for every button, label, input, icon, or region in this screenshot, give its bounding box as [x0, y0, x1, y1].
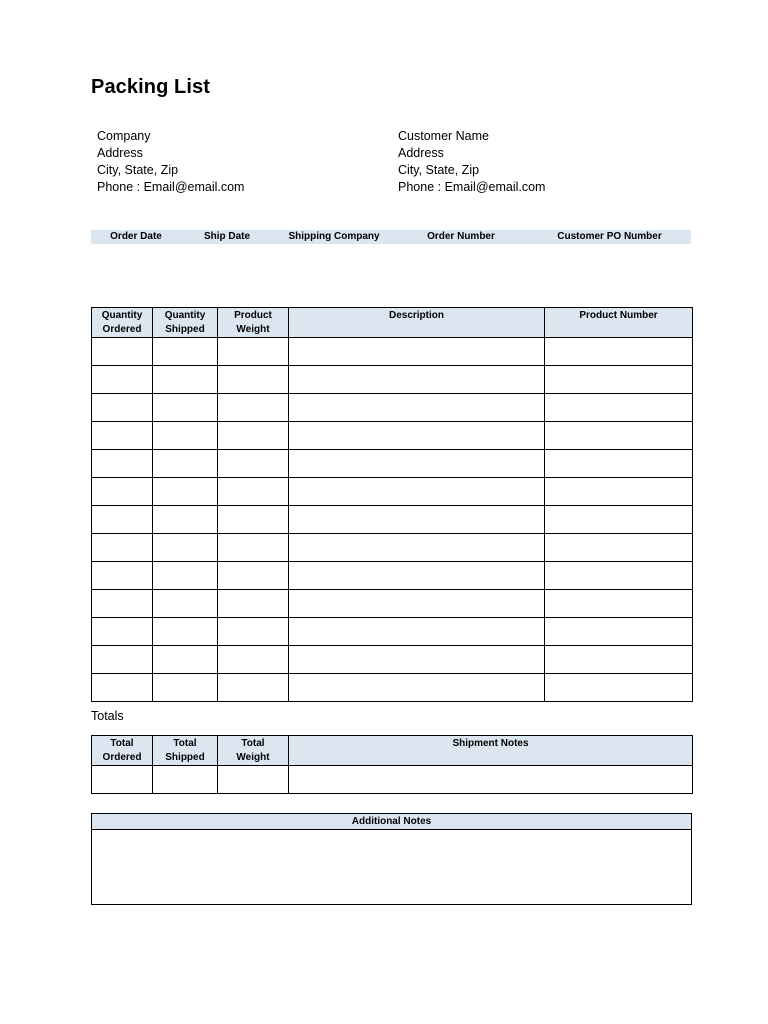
table-row — [92, 618, 693, 646]
company-city-state-zip: City, State, Zip — [97, 163, 179, 177]
description-cell[interactable] — [289, 646, 545, 674]
shipping-company-label: Shipping Company — [288, 231, 380, 242]
product-weight-cell[interactable] — [218, 394, 289, 422]
description-cell[interactable] — [289, 562, 545, 590]
col-header-description: Description — [289, 308, 545, 338]
product-number-cell[interactable] — [545, 534, 693, 562]
total-weight-cell[interactable] — [218, 766, 289, 794]
quantity-shipped-cell[interactable] — [153, 422, 218, 450]
product-number-cell[interactable] — [545, 590, 693, 618]
totals-table — [91, 735, 693, 794]
col-header-product-weight — [218, 308, 289, 338]
product-weight-cell[interactable] — [218, 618, 289, 646]
quantity-ordered-cell[interactable] — [92, 450, 153, 478]
header-line: Quantity — [101, 310, 143, 321]
quantity-ordered-cell[interactable] — [92, 674, 153, 702]
header-line: Total — [241, 738, 265, 749]
notes-row — [92, 830, 692, 905]
quantity-shipped-cell[interactable] — [153, 338, 218, 366]
company-address-block — [97, 128, 244, 196]
header-line: Total — [173, 738, 197, 749]
product-weight-cell[interactable] — [218, 562, 289, 590]
table-row — [92, 646, 693, 674]
header-line: Shipped — [165, 752, 205, 763]
shipment-notes-cell[interactable] — [289, 766, 693, 794]
quantity-ordered-cell[interactable] — [92, 590, 153, 618]
product-number-cell[interactable] — [545, 506, 693, 534]
description-cell[interactable] — [289, 450, 545, 478]
product-weight-cell[interactable] — [218, 534, 289, 562]
col-header-total-weight — [218, 736, 289, 766]
product-weight-cell[interactable] — [218, 422, 289, 450]
col-header-total-shipped — [153, 736, 218, 766]
items-header-row — [92, 308, 693, 338]
table-row — [92, 674, 693, 702]
quantity-ordered-cell[interactable] — [92, 562, 153, 590]
description-cell[interactable] — [289, 394, 545, 422]
quantity-ordered-cell[interactable] — [92, 534, 153, 562]
description-cell[interactable] — [289, 674, 545, 702]
customer-name: Customer Name — [398, 129, 489, 143]
quantity-shipped-cell[interactable] — [153, 674, 218, 702]
product-weight-cell[interactable] — [218, 366, 289, 394]
table-row — [92, 506, 693, 534]
items-table — [91, 307, 693, 702]
header-line: Weight — [236, 752, 270, 763]
ship-date-label: Ship Date — [203, 231, 251, 242]
description-cell[interactable] — [289, 534, 545, 562]
quantity-shipped-cell[interactable] — [153, 366, 218, 394]
description-cell[interactable] — [289, 506, 545, 534]
product-weight-cell[interactable] — [218, 646, 289, 674]
quantity-shipped-cell[interactable] — [153, 394, 218, 422]
quantity-shipped-cell[interactable] — [153, 450, 218, 478]
table-row — [92, 422, 693, 450]
product-number-cell[interactable] — [545, 422, 693, 450]
total-ordered-cell[interactable] — [92, 766, 153, 794]
table-row — [92, 366, 693, 394]
product-weight-cell[interactable] — [218, 506, 289, 534]
quantity-ordered-cell[interactable] — [92, 422, 153, 450]
table-row — [92, 562, 693, 590]
quantity-shipped-cell[interactable] — [153, 506, 218, 534]
quantity-ordered-cell[interactable] — [92, 338, 153, 366]
table-row — [92, 534, 693, 562]
product-number-cell[interactable] — [545, 478, 693, 506]
notes-header-row — [92, 814, 692, 830]
header-line: Total — [110, 738, 134, 749]
product-number-cell[interactable] — [545, 394, 693, 422]
order-date-label: Order Date — [110, 231, 162, 242]
quantity-shipped-cell[interactable] — [153, 534, 218, 562]
product-number-cell[interactable] — [545, 646, 693, 674]
quantity-ordered-cell[interactable] — [92, 646, 153, 674]
quantity-ordered-cell[interactable] — [92, 366, 153, 394]
company-address: Address — [97, 146, 143, 160]
additional-notes-cell[interactable] — [92, 830, 692, 905]
product-number-cell[interactable] — [545, 674, 693, 702]
totals-row — [92, 766, 693, 794]
product-number-cell[interactable] — [545, 562, 693, 590]
product-number-cell[interactable] — [545, 618, 693, 646]
header-line: Ordered — [102, 752, 142, 763]
col-header-shipment-notes: Shipment Notes — [289, 736, 693, 766]
quantity-shipped-cell[interactable] — [153, 590, 218, 618]
customer-phone-email: Phone : Email@email.com — [398, 180, 546, 194]
quantity-ordered-cell[interactable] — [92, 478, 153, 506]
quantity-ordered-cell[interactable] — [92, 618, 153, 646]
header-line: Shipped — [165, 324, 205, 335]
order-info-bar — [91, 230, 691, 244]
total-shipped-cell[interactable] — [153, 766, 218, 794]
description-cell[interactable] — [289, 366, 545, 394]
product-number-cell[interactable] — [545, 450, 693, 478]
table-row — [92, 478, 693, 506]
quantity-shipped-cell[interactable] — [153, 646, 218, 674]
totals-heading: Totals — [91, 709, 124, 723]
table-row — [92, 338, 693, 366]
company-phone-email: Phone : Email@email.com — [97, 180, 245, 194]
additional-notes-table — [91, 813, 692, 905]
totals-header-row — [92, 736, 693, 766]
product-number-cell[interactable] — [545, 366, 693, 394]
description-cell[interactable] — [289, 422, 545, 450]
product-weight-cell[interactable] — [218, 450, 289, 478]
order-number-label: Order Number — [427, 231, 495, 242]
col-header-quantity-ordered — [92, 308, 153, 338]
col-header-product-number: Product Number — [545, 308, 693, 338]
product-weight-cell[interactable] — [218, 338, 289, 366]
col-header-total-ordered — [92, 736, 153, 766]
quantity-ordered-cell[interactable] — [92, 394, 153, 422]
quantity-shipped-cell[interactable] — [153, 562, 218, 590]
company-name: Company — [97, 129, 151, 143]
product-weight-cell[interactable] — [218, 590, 289, 618]
col-header-additional-notes: Additional Notes — [92, 814, 692, 830]
quantity-ordered-cell[interactable] — [92, 506, 153, 534]
header-line: Ordered — [102, 324, 142, 335]
product-weight-cell[interactable] — [218, 674, 289, 702]
header-line: Quantity — [164, 310, 206, 321]
product-weight-cell[interactable] — [218, 478, 289, 506]
description-cell[interactable] — [289, 338, 545, 366]
customer-city-state-zip: City, State, Zip — [398, 163, 480, 177]
description-cell[interactable] — [289, 618, 545, 646]
col-header-quantity-shipped — [153, 308, 218, 338]
header-line: Weight — [236, 324, 270, 335]
table-row — [92, 590, 693, 618]
customer-po-label: Customer PO Number — [557, 231, 662, 242]
table-row — [92, 450, 693, 478]
header-line: Product — [234, 310, 272, 321]
quantity-shipped-cell[interactable] — [153, 618, 218, 646]
quantity-shipped-cell[interactable] — [153, 478, 218, 506]
description-cell[interactable] — [289, 590, 545, 618]
table-row — [92, 394, 693, 422]
customer-address-block — [398, 128, 545, 196]
customer-address: Address — [398, 146, 444, 160]
product-number-cell[interactable] — [545, 338, 693, 366]
page-title: Packing List — [91, 76, 211, 98]
description-cell[interactable] — [289, 478, 545, 506]
